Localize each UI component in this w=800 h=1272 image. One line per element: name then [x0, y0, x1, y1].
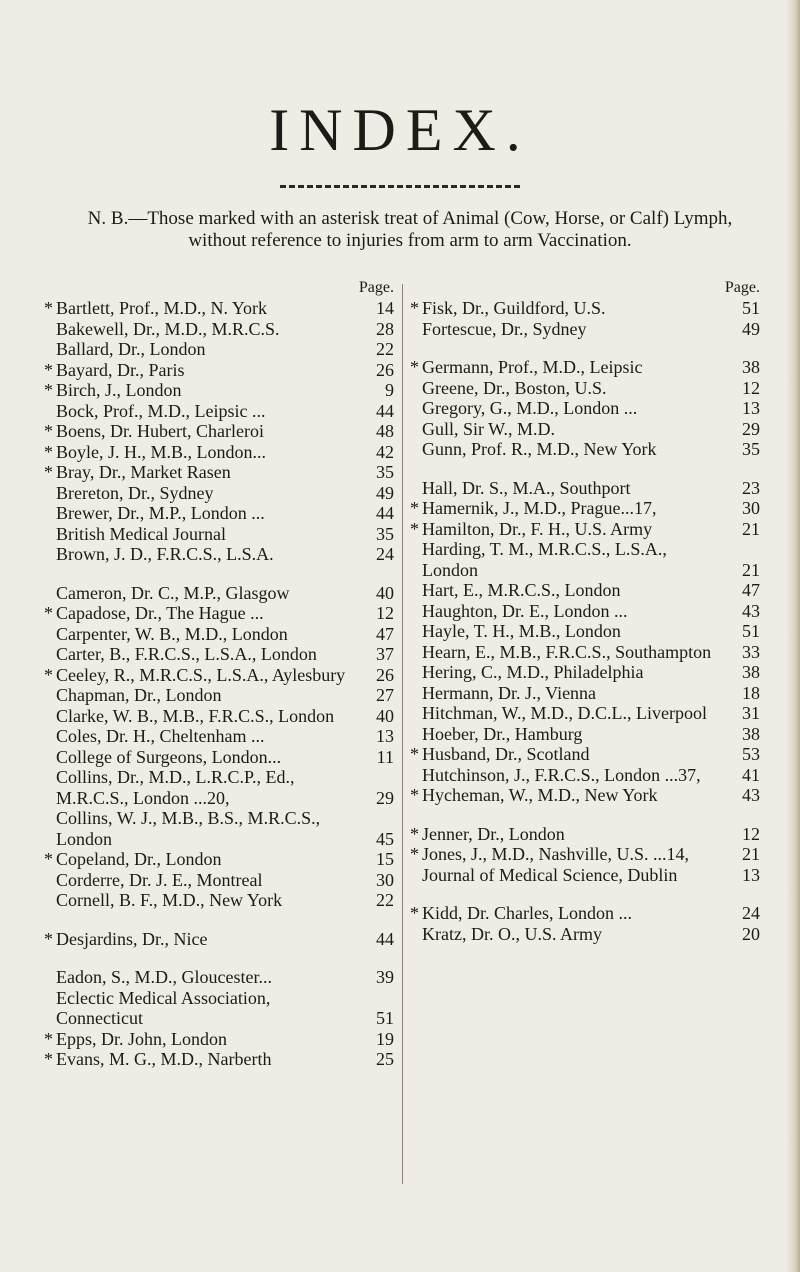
entry-name: Bayard, Dr., Paris	[56, 359, 185, 380]
asterisk-marker: *	[410, 823, 419, 844]
entry-page-number: 12	[742, 823, 760, 844]
entry-page-number: 44	[376, 928, 394, 949]
asterisk-marker: *	[44, 603, 53, 623]
entry-name: Brown, J. D., F.R.C.S., L.S.A.	[56, 544, 274, 564]
index-entry	[42, 503, 394, 524]
entry-name: Brewer, Dr., M.P., London ...	[56, 503, 265, 523]
entry-page-number: 28	[376, 318, 394, 339]
entry-name: Husband, Dr., Scotland	[422, 744, 590, 764]
entry-name: Birch, J., London	[56, 380, 182, 400]
asterisk-marker: *	[410, 498, 419, 518]
asterisk-marker: *	[44, 421, 53, 441]
entry-name: Cornell, B. F., M.D., New York	[56, 890, 283, 910]
index-entry	[42, 462, 394, 483]
entry-page-number: 30	[376, 869, 394, 890]
entry-page-number: 49	[742, 318, 760, 339]
entry-name: Eadon, S., M.D., Gloucester...	[56, 967, 272, 987]
entry-page-number: 13	[742, 398, 760, 418]
entry-name: Corderre, Dr. J. E., Montreal	[56, 869, 263, 890]
entry-name: Clarke, W. B., M.B., F.R.C.S., London	[56, 705, 335, 726]
index-entry	[42, 967, 394, 988]
entry-page-number: 12	[376, 603, 394, 623]
entry-name: Bartlett, Prof., M.D., N. York	[56, 298, 268, 318]
entry-name: Kidd, Dr. Charles, London ...	[422, 903, 632, 923]
entry-name: Hycheman, W., M.D., New York	[422, 785, 658, 805]
entry-name: Hamilton, Dr., F. H., U.S. Army	[422, 518, 653, 539]
entry-page-number: 49	[376, 482, 394, 503]
entry-page-number: 26	[376, 359, 394, 380]
entry-page-number: 18	[742, 682, 760, 703]
index-entry	[408, 419, 760, 440]
entry-name: Bray, Dr., Market Rasen	[56, 462, 231, 482]
entry-page-number: 22	[376, 890, 394, 910]
index-entry	[408, 642, 760, 663]
entry-name: Germann, Prof., M.D., Leipsic	[422, 357, 643, 377]
asterisk-marker: *	[410, 357, 419, 377]
index-entry	[408, 724, 760, 745]
index-entry	[42, 644, 394, 665]
entry-page-number: 35	[376, 462, 394, 482]
entry-page-number: 43	[742, 600, 760, 621]
index-entry	[42, 339, 394, 360]
right-page-heading: Page.	[724, 279, 760, 296]
asterisk-marker: *	[410, 518, 419, 539]
entry-name: Gull, Sir W., M.D.	[422, 418, 556, 439]
asterisk-marker: *	[44, 441, 53, 462]
index-entry	[408, 601, 760, 622]
entry-page-number: 24	[742, 903, 760, 923]
index-entry	[408, 703, 760, 724]
entry-page-number: 47	[742, 580, 760, 600]
entry-page-number: 21	[742, 559, 760, 580]
index-entry	[408, 744, 760, 765]
index-entry	[42, 1029, 394, 1050]
entry-page-number: 29	[376, 787, 394, 808]
index-entry	[408, 357, 760, 378]
entry-name: Chapman, Dr., London	[56, 685, 222, 705]
entry-name: Hermann, Dr. J., Vienna	[422, 682, 597, 703]
index-entry	[408, 924, 760, 945]
entry-name: Hearn, E., M.B., F.R.C.S., Southampton	[422, 641, 712, 662]
entry-name: Cameron, Dr. C., M.P., Glasgow	[56, 582, 290, 603]
entry-name: Hoeber, Dr., Hamburg	[422, 723, 583, 744]
entry-name: British Medical Journal	[56, 523, 226, 544]
index-entry	[42, 849, 394, 870]
entry-name: Gunn, Prof. R., M.D., New York	[422, 439, 657, 459]
index-entry	[408, 439, 760, 460]
entry-name: Kratz, Dr. O., U.S. Army	[422, 923, 602, 944]
index-entry	[42, 808, 394, 849]
entry-page-number: 35	[376, 523, 394, 544]
asterisk-marker: *	[410, 744, 419, 764]
entry-page-number: 25	[376, 1049, 394, 1069]
title-rule	[280, 185, 520, 188]
entry-page-number: 51	[742, 298, 760, 318]
index-entry	[408, 824, 760, 845]
entry-page-number: 43	[742, 785, 760, 805]
entry-name: Hayle, T. H., M.B., London	[422, 621, 621, 641]
entry-page-number: 48	[376, 421, 394, 441]
entry-page-number: 13	[742, 864, 760, 885]
right-entries	[408, 298, 760, 944]
asterisk-note: N. B.—Those marked with an asterisk treat of Animal (Cow, Horse, or Calf) Lymph, without reference to injuries from arm to arm Vaccination.	[87, 208, 733, 251]
index-entry	[42, 483, 394, 504]
entry-name: Ceeley, R., M.R.C.S., L.S.A., Aylesbury	[56, 664, 346, 685]
entry-page-number: 39	[376, 967, 394, 987]
index-title: INDEX.	[269, 97, 531, 163]
index-entry	[42, 603, 394, 624]
entry-page-number: 47	[376, 623, 394, 644]
entry-name: Collins, W. J., M.B., B.S., M.R.C.S., London	[56, 808, 321, 849]
entry-name: Hering, C., M.D., Philadelphia	[422, 662, 644, 682]
asterisk-marker: *	[44, 849, 53, 869]
entry-name: Eclectic Medical Association, Connecticut	[56, 987, 271, 1028]
index-entry	[408, 519, 760, 540]
index-entry	[42, 870, 394, 891]
entry-page-number: 21	[742, 518, 760, 539]
entry-page-number: 23	[742, 477, 760, 498]
entry-name: Carter, B., F.R.C.S., L.S.A., London	[56, 644, 317, 664]
entry-name: Carpenter, W. B., M.D., London	[56, 623, 288, 644]
index-entry	[408, 319, 760, 340]
entry-name: Epps, Dr. John, London	[56, 1028, 227, 1049]
entry-name: Greene, Dr., Boston, U.S.	[422, 377, 607, 398]
index-entry	[408, 865, 760, 886]
entry-page-number: 11	[376, 746, 394, 767]
entry-name: Harding, T. M., M.R.C.S., L.S.A., London	[422, 539, 667, 580]
asterisk-marker: *	[44, 1028, 53, 1049]
entry-page-number: 9	[385, 380, 394, 400]
index-entry	[42, 706, 394, 727]
entry-page-number: 45	[376, 828, 394, 849]
entry-page-number: 53	[742, 744, 760, 764]
entry-page-number: 40	[376, 582, 394, 603]
asterisk-marker: *	[410, 844, 419, 864]
index-entry	[42, 685, 394, 706]
entry-name: Evans, M. G., M.D., Narberth	[56, 1049, 272, 1069]
asterisk-marker: *	[410, 298, 419, 318]
index-entry	[42, 624, 394, 645]
entry-name: Boens, Dr. Hubert, Charleroi	[56, 421, 264, 441]
entry-name: Jones, J., M.D., Nashville, U.S. ...14,	[422, 844, 690, 864]
entry-page-number: 38	[742, 662, 760, 682]
index-entry	[42, 747, 394, 768]
asterisk-marker: *	[410, 785, 419, 805]
index-entry	[42, 401, 394, 422]
entry-page-number: 40	[376, 705, 394, 726]
entry-name: Haughton, Dr. E., London ...	[422, 600, 628, 621]
entry-name: Bock, Prof., M.D., Leipsic ...	[56, 400, 266, 421]
entry-name: Jenner, Dr., London	[422, 823, 565, 844]
entry-page-number: 37	[376, 644, 394, 664]
entry-page-number: 27	[376, 685, 394, 705]
entry-page-number: 15	[376, 849, 394, 869]
entry-name: Copeland, Dr., London	[56, 849, 222, 869]
entry-page-number: 30	[742, 498, 760, 518]
entry-page-number: 13	[376, 726, 394, 746]
entry-name: Gregory, G., M.D., London ...	[422, 398, 638, 418]
right-column	[408, 278, 760, 944]
entry-page-number: 26	[376, 664, 394, 685]
index-entry	[408, 298, 760, 319]
left-entries	[42, 298, 394, 1070]
index-entry	[408, 903, 760, 924]
entry-page-number: 20	[742, 923, 760, 944]
left-column	[42, 278, 394, 1070]
asterisk-marker: *	[44, 359, 53, 380]
entry-name: Coles, Dr. H., Cheltenham ...	[56, 726, 265, 746]
entry-name: Bakewell, Dr., M.D., M.R.C.S.	[56, 318, 280, 339]
asterisk-marker: *	[44, 928, 53, 949]
index-entry	[42, 298, 394, 319]
entry-page-number: 44	[376, 400, 394, 421]
entry-page-number: 24	[376, 544, 394, 564]
index-entry	[408, 398, 760, 419]
index-entry	[42, 319, 394, 340]
entry-page-number: 38	[742, 357, 760, 377]
entry-name: Ballard, Dr., London	[56, 339, 206, 359]
index-entry	[42, 988, 394, 1029]
entry-page-number: 51	[376, 1008, 394, 1028]
entry-page-number: 29	[742, 418, 760, 439]
entry-page-number: 42	[376, 441, 394, 462]
asterisk-marker: *	[44, 664, 53, 685]
entry-name: Hutchinson, J., F.R.C.S., London ...37,	[422, 764, 701, 785]
entry-name: Fisk, Dr., Guildford, U.S.	[422, 298, 606, 318]
entry-page-number: 41	[742, 764, 760, 785]
index-entry	[42, 583, 394, 604]
asterisk-marker: *	[44, 380, 53, 400]
entry-page-number: 38	[742, 723, 760, 744]
index-entry	[42, 442, 394, 463]
entry-page-number: 19	[376, 1028, 394, 1049]
entry-page-number: 14	[376, 298, 394, 318]
asterisk-marker: *	[44, 462, 53, 482]
entry-name: Fortescue, Dr., Sydney	[422, 318, 587, 339]
index-entry	[42, 929, 394, 950]
entry-name: Collins, Dr., M.D., L.R.C.P., Ed., M.R.C.S., London ...20,	[56, 767, 295, 808]
index-entry	[42, 665, 394, 686]
index-entry	[42, 421, 394, 442]
entry-page-number: 33	[742, 641, 760, 662]
entry-page-number: 21	[742, 844, 760, 864]
entry-page-number: 35	[742, 439, 760, 459]
index-entry	[42, 544, 394, 565]
entry-page-number: 51	[742, 621, 760, 641]
entry-name: College of Surgeons, London...	[56, 746, 282, 767]
entry-name: Desjardins, Dr., Nice	[56, 928, 208, 949]
index-entry	[42, 726, 394, 747]
index-entry	[408, 785, 760, 806]
index-entry	[408, 580, 760, 601]
entry-page-number: 44	[376, 503, 394, 523]
index-entry	[408, 498, 760, 519]
asterisk-marker: *	[44, 1049, 53, 1069]
index-entry	[408, 478, 760, 499]
index-entry	[42, 1049, 394, 1070]
index-entry	[408, 621, 760, 642]
page-edge	[786, 0, 800, 1272]
index-entry	[42, 524, 394, 545]
entry-name: Hitchman, W., M.D., D.C.L., Liverpool	[422, 703, 707, 723]
index-entry	[408, 765, 760, 786]
entry-name: Boyle, J. H., M.B., London...	[56, 441, 267, 462]
index-entry	[408, 539, 760, 580]
index-entry	[42, 360, 394, 381]
entry-name: Journal of Medical Science, Dublin	[422, 864, 678, 885]
index-entry	[408, 378, 760, 399]
index-entry	[42, 380, 394, 401]
entry-page-number: 31	[742, 703, 760, 723]
entry-page-number: 12	[742, 377, 760, 398]
entry-name: Hamernik, J., M.D., Prague...17,	[422, 498, 657, 518]
entry-name: Hall, Dr. S., M.A., Southport	[422, 477, 631, 498]
index-entry	[408, 662, 760, 683]
index-entry	[42, 890, 394, 911]
left-page-heading: Page.	[358, 279, 394, 296]
index-entry	[408, 844, 760, 865]
asterisk-marker: *	[44, 298, 53, 318]
entry-page-number: 22	[376, 339, 394, 359]
index-entry	[408, 683, 760, 704]
entry-name: Hart, E., M.R.C.S., London	[422, 580, 621, 600]
index-entry	[42, 767, 394, 808]
entry-name: Brereton, Dr., Sydney	[56, 482, 214, 503]
asterisk-marker: *	[410, 903, 419, 923]
entry-name: Capadose, Dr., The Hague ...	[56, 603, 264, 623]
